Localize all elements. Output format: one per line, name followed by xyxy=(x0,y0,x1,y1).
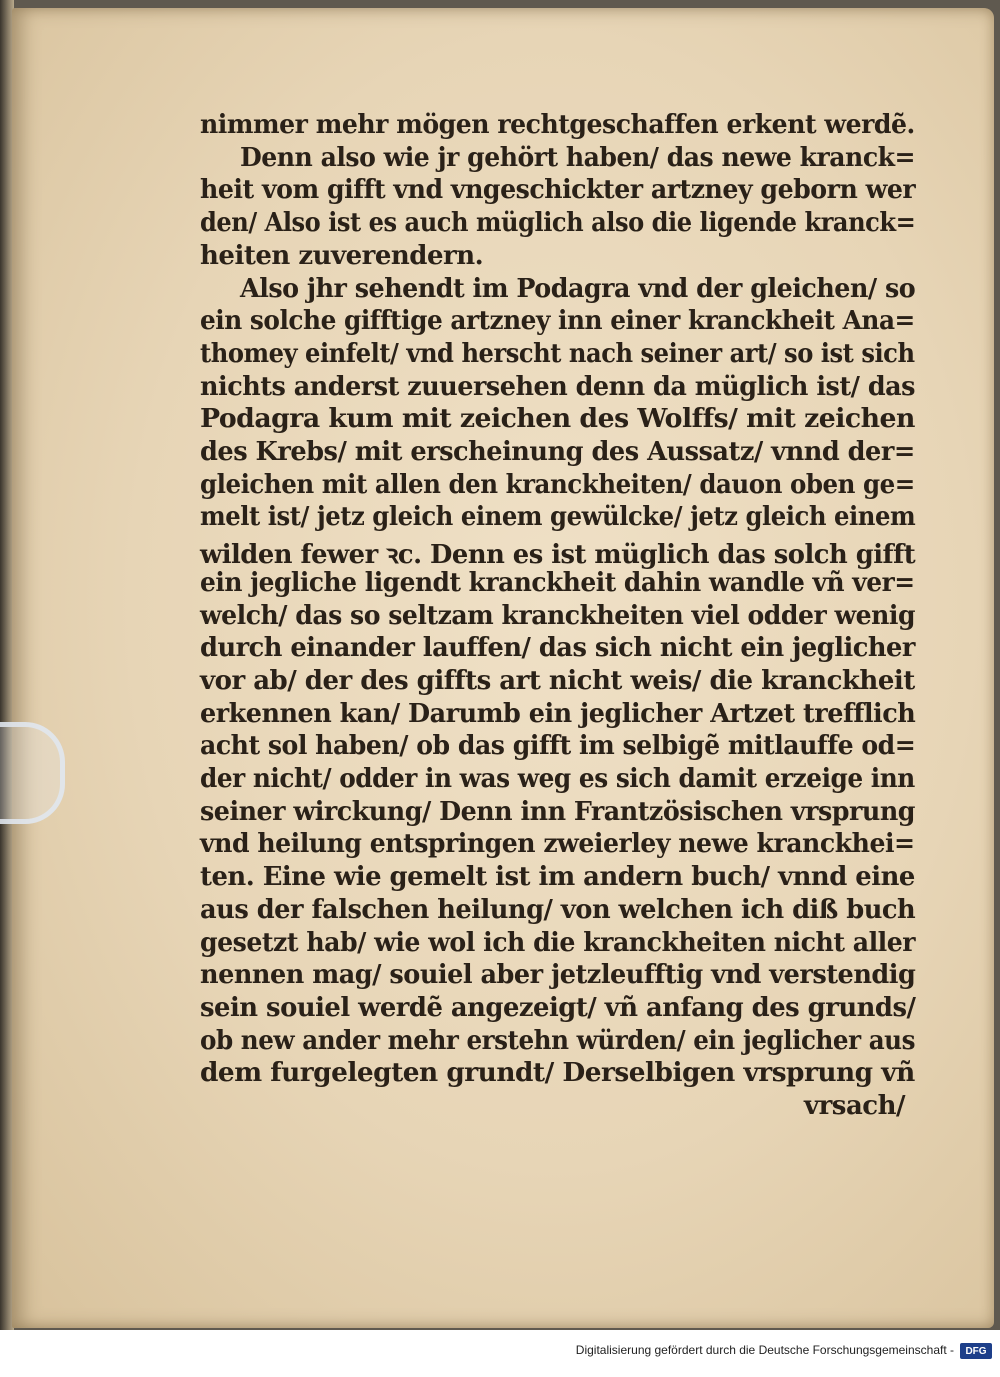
text-line: Podagra kum mit zeichen des Wolffs/ mit zeichen xyxy=(200,404,915,435)
text-line: Denn also wie jr gehört haben/ das newe kranck= xyxy=(240,142,916,173)
text-line: aus der falschen heilung/ von welchen ich diß buch xyxy=(200,894,916,925)
text-line: vrsach/ xyxy=(804,1091,906,1121)
text-block xyxy=(200,110,915,1140)
text-line: gesetzt hab/ wie wol ich die kranckheiten nicht aller xyxy=(200,927,916,958)
footer-bar xyxy=(0,1330,1000,1377)
text-line: durch einander lauffen/ das sich nicht ein jeglicher xyxy=(200,633,915,664)
text-line: der nicht/ odder in was weg es sich damit erzeige inn xyxy=(200,764,915,794)
text-line: vnd heilung entspringen zweierley newe kranckhei= xyxy=(200,829,915,860)
text-line: heit vom gifft vnd vngeschickter artzney geborn wer xyxy=(200,175,916,206)
page-clip xyxy=(0,722,65,824)
text-line: gleichen mit allen den kranckheiten/ dauon oben ge= xyxy=(200,469,915,500)
text-line: nichts anderst zuuersehen denn da müglich ist/ das xyxy=(200,371,916,402)
text-line: Also jhr sehendt im Podagra vnd der gleichen/ so xyxy=(240,273,916,304)
text-line: heiten zuverendern. xyxy=(200,240,484,271)
text-line: ein solche gifftige artzney inn einer kranckheit Ana= xyxy=(200,306,915,337)
text-line: nimmer mehr mögen rechtgeschaffen erkent werdẽ. xyxy=(200,110,915,140)
text-line: sein souiel werdẽ angezeigt/ vñ anfang des grunds/ xyxy=(200,992,916,1023)
dfg-logo: DFG xyxy=(960,1343,992,1359)
text-line: nennen mag/ souiel aber jetzleufftig vnd verstendig xyxy=(200,960,916,991)
text-line: des Krebs/ mit erscheinung des Aussatz/ vnnd der= xyxy=(200,437,915,467)
text-line: ein jegliche ligendt kranckheit dahin wandle vñ ver= xyxy=(200,567,915,598)
text-line: erkennen kan/ Darumb ein jeglicher Artzet trefflich xyxy=(200,698,916,729)
text-line: melt ist/ jetz gleich einem gewülcke/ jetz gleich einem xyxy=(200,502,916,533)
text-line: wilden fewer ꝛc. Denn es ist müglich das solch gifft xyxy=(200,540,916,571)
text-line: seiner wirckung/ Denn inn Frantzösischen vrsprung xyxy=(200,796,916,827)
text-line: thomey einfelt/ vnd herscht nach seiner art/ so ist sich xyxy=(200,338,915,369)
text-line: ob new ander mehr erstehn würden/ ein jeglicher aus xyxy=(200,1025,915,1056)
text-line: acht sol haben/ ob das gifft im selbigẽ mitlauffe od= xyxy=(200,731,916,762)
text-line: vor ab/ der des giffts art nicht weis/ die kranckheit xyxy=(200,665,915,696)
text-line: den/ Also ist es auch müglich also die ligende kranck= xyxy=(200,208,916,239)
text-line: dem furgelegten grundt/ Derselbigen vrsprung vñ xyxy=(200,1058,915,1089)
text-line: ten. Eine wie gemelt ist im andern buch/ vnnd eine xyxy=(200,862,915,893)
text-line: welch/ das so seltzam kranckheiten viel odder wenig xyxy=(200,600,916,631)
digitization-credit: Digitalisierung gefördert durch die Deutsche Forschungsgemeinschaft - xyxy=(575,1343,954,1357)
